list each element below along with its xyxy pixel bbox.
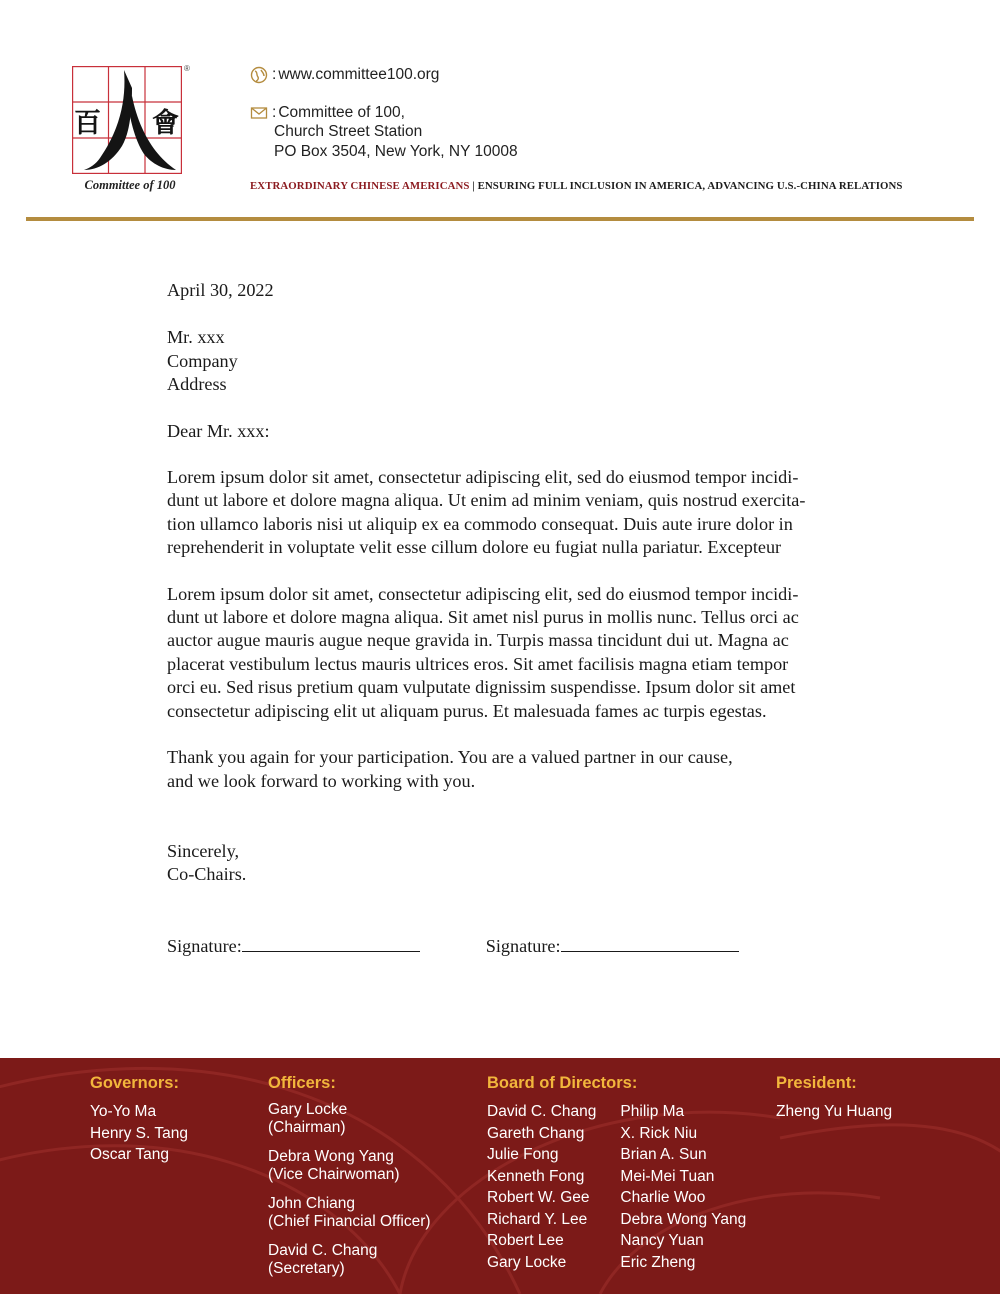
signature-field-2[interactable] [486,935,739,958]
board-grid [487,1101,746,1273]
letter-body [167,279,867,958]
officer-entry [268,1101,431,1137]
board-list-2 [620,1101,746,1273]
recipient-line: Mr. xxx [167,327,225,348]
logo-grid-mark [72,66,182,174]
governor-name: Yo-Yo Ma [90,1103,157,1120]
text-line: Thank you again for your participation. You are a valued partner in our cause, [167,747,733,768]
president-column [776,1074,892,1123]
director-name: Philip Ma [620,1103,685,1120]
recipient-block [167,326,867,396]
text-line: auctor augue mauris augue neque gravida in. Turpis massa tincidunt dui ut. Magna ac [167,630,789,651]
address-lines [274,122,518,161]
officers-heading: Officers: [268,1074,336,1092]
director-name: Brian A. Sun [620,1146,707,1163]
text-line: dunt ut labore et dolore magna aliqua. Sit amet nisl purus in mollis nunc. Tellus orci ac [167,607,799,628]
governors-heading: Governors: [90,1074,179,1092]
tagline-rest: | ENSURING FULL INCLUSION IN AMERICA, ADVANCING U.S.-CHINA RELATIONS [469,180,903,192]
board-column [487,1074,746,1273]
text-line: placerat vestibulum lectus mauris ultrices eros. Sit amet facilisis magna etiam tempor [167,653,789,674]
signature-line[interactable] [242,937,420,952]
signature-label: Signature: [485,935,561,956]
text-line: Lorem ipsum dolor sit amet, consectetur adipiscing elit, sed do eiusmod tempor incidi- [167,583,799,604]
website-link[interactable]: www.committee100.org [278,66,440,83]
board-list-1 [487,1101,596,1273]
director-name: Nancy Yuan [620,1232,704,1249]
closing-block [167,840,867,887]
text-line: orci eu. Sed risus pretium quam vulputate dignissim suspendisse. Ipsum dolor sit amet [167,677,796,698]
president-heading: President: [776,1074,857,1092]
director-name: Gareth Chang [487,1124,585,1142]
letter-date: April 30, 2022 [167,280,274,300]
text-line: and we look forward to working with you. [167,770,476,791]
officer-entry [268,1148,431,1184]
director-name: Debra Wong Yang [620,1210,747,1228]
tagline-highlight: EXTRAORDINARY CHINESE AMERICANS [250,180,470,192]
officer-entry [268,1195,431,1231]
officers-column [268,1074,431,1289]
officer-entry [268,1242,431,1278]
officer-role: (Chief Financial Officer) [268,1213,431,1230]
paragraph-1 [167,466,867,560]
committee-logo [72,66,192,194]
president-name: Zheng Yu Huang [776,1103,893,1120]
address-line: PO Box 3504, New York, NY 10008 [274,142,518,160]
officer-role: (Secretary) [268,1260,345,1277]
director-name: Mei-Mei Tuan [620,1167,715,1185]
logo-glyph-right: 會 [152,108,179,139]
registered-mark: ® [184,64,190,73]
governor-name: Oscar Tang [90,1146,169,1163]
governors-column [90,1074,188,1166]
salutation: Dear Mr. xxx: [167,420,270,441]
director-name: Kenneth Fong [487,1167,585,1185]
text-line: tion ullamco laboris nisi ut aliquip ex ea commodo consequat. Duis aute irure dolor in [167,513,793,534]
text-line: dunt ut labore et dolore magna aliqua. Ut enim ad minim veniam, quis nostrud exercita- [167,490,806,511]
closing-line: Co-Chairs. [167,864,247,885]
address-label: Committee of 100, [278,104,405,121]
website-row [250,66,518,86]
closing-line: Sincerely, [167,840,240,861]
director-name: Gary Locke [487,1253,567,1271]
officer-role: (Vice Chairwoman) [268,1166,400,1183]
colon-sep: : [272,66,277,83]
recipient-line: Address [167,374,227,395]
signature-line[interactable] [561,937,739,952]
footer-roster [0,1058,1000,1294]
director-name: David C. Chang [487,1103,597,1120]
globe-icon [250,66,268,84]
governor-name: Henry S. Tang [90,1124,188,1142]
officer-role: (Chairman) [268,1119,346,1136]
signature-field-1[interactable] [167,935,420,958]
officer-name: Gary Locke [268,1101,348,1118]
signature-label: Signature: [167,935,242,956]
director-name: Charlie Woo [620,1189,706,1206]
director-name: Julie Fong [487,1146,559,1163]
officer-name: John Chiang [268,1195,356,1212]
director-name: Robert Lee [487,1232,564,1249]
director-name: Robert W. Gee [487,1189,590,1206]
officer-name: David C. Chang [268,1242,378,1259]
director-name: Eric Zheng [620,1253,696,1271]
colon-sep: : [272,104,277,121]
mail-row [250,104,518,122]
director-name: Richard Y. Lee [487,1210,588,1228]
address-line: Church Street Station [274,123,423,140]
logo-caption: Committee of 100 [84,178,176,192]
contact-info [250,66,518,161]
paragraph-2 [167,583,867,723]
recipient-line: Company [167,350,238,371]
text-line: reprehenderit in voluptate velit esse cillum dolore eu fugiat nulla pariatur. Excepteur [167,537,782,558]
officer-name: Debra Wong Yang [268,1148,394,1165]
logo-glyph-left: 百 [74,108,101,139]
board-heading: Board of Directors: [487,1074,638,1092]
text-line: consectetur adipiscing elit ut aliquam purus. Et malesuada fames ac turpis egestas. [167,700,767,721]
text-line: Lorem ipsum dolor sit amet, consectetur adipiscing elit, sed do eiusmod tempor incidi- [167,467,799,488]
tagline [250,180,903,192]
director-name: X. Rick Niu [620,1124,698,1142]
header-divider [26,217,974,221]
envelope-icon [250,104,268,122]
thanks-paragraph [167,746,867,793]
signature-row [167,935,867,958]
